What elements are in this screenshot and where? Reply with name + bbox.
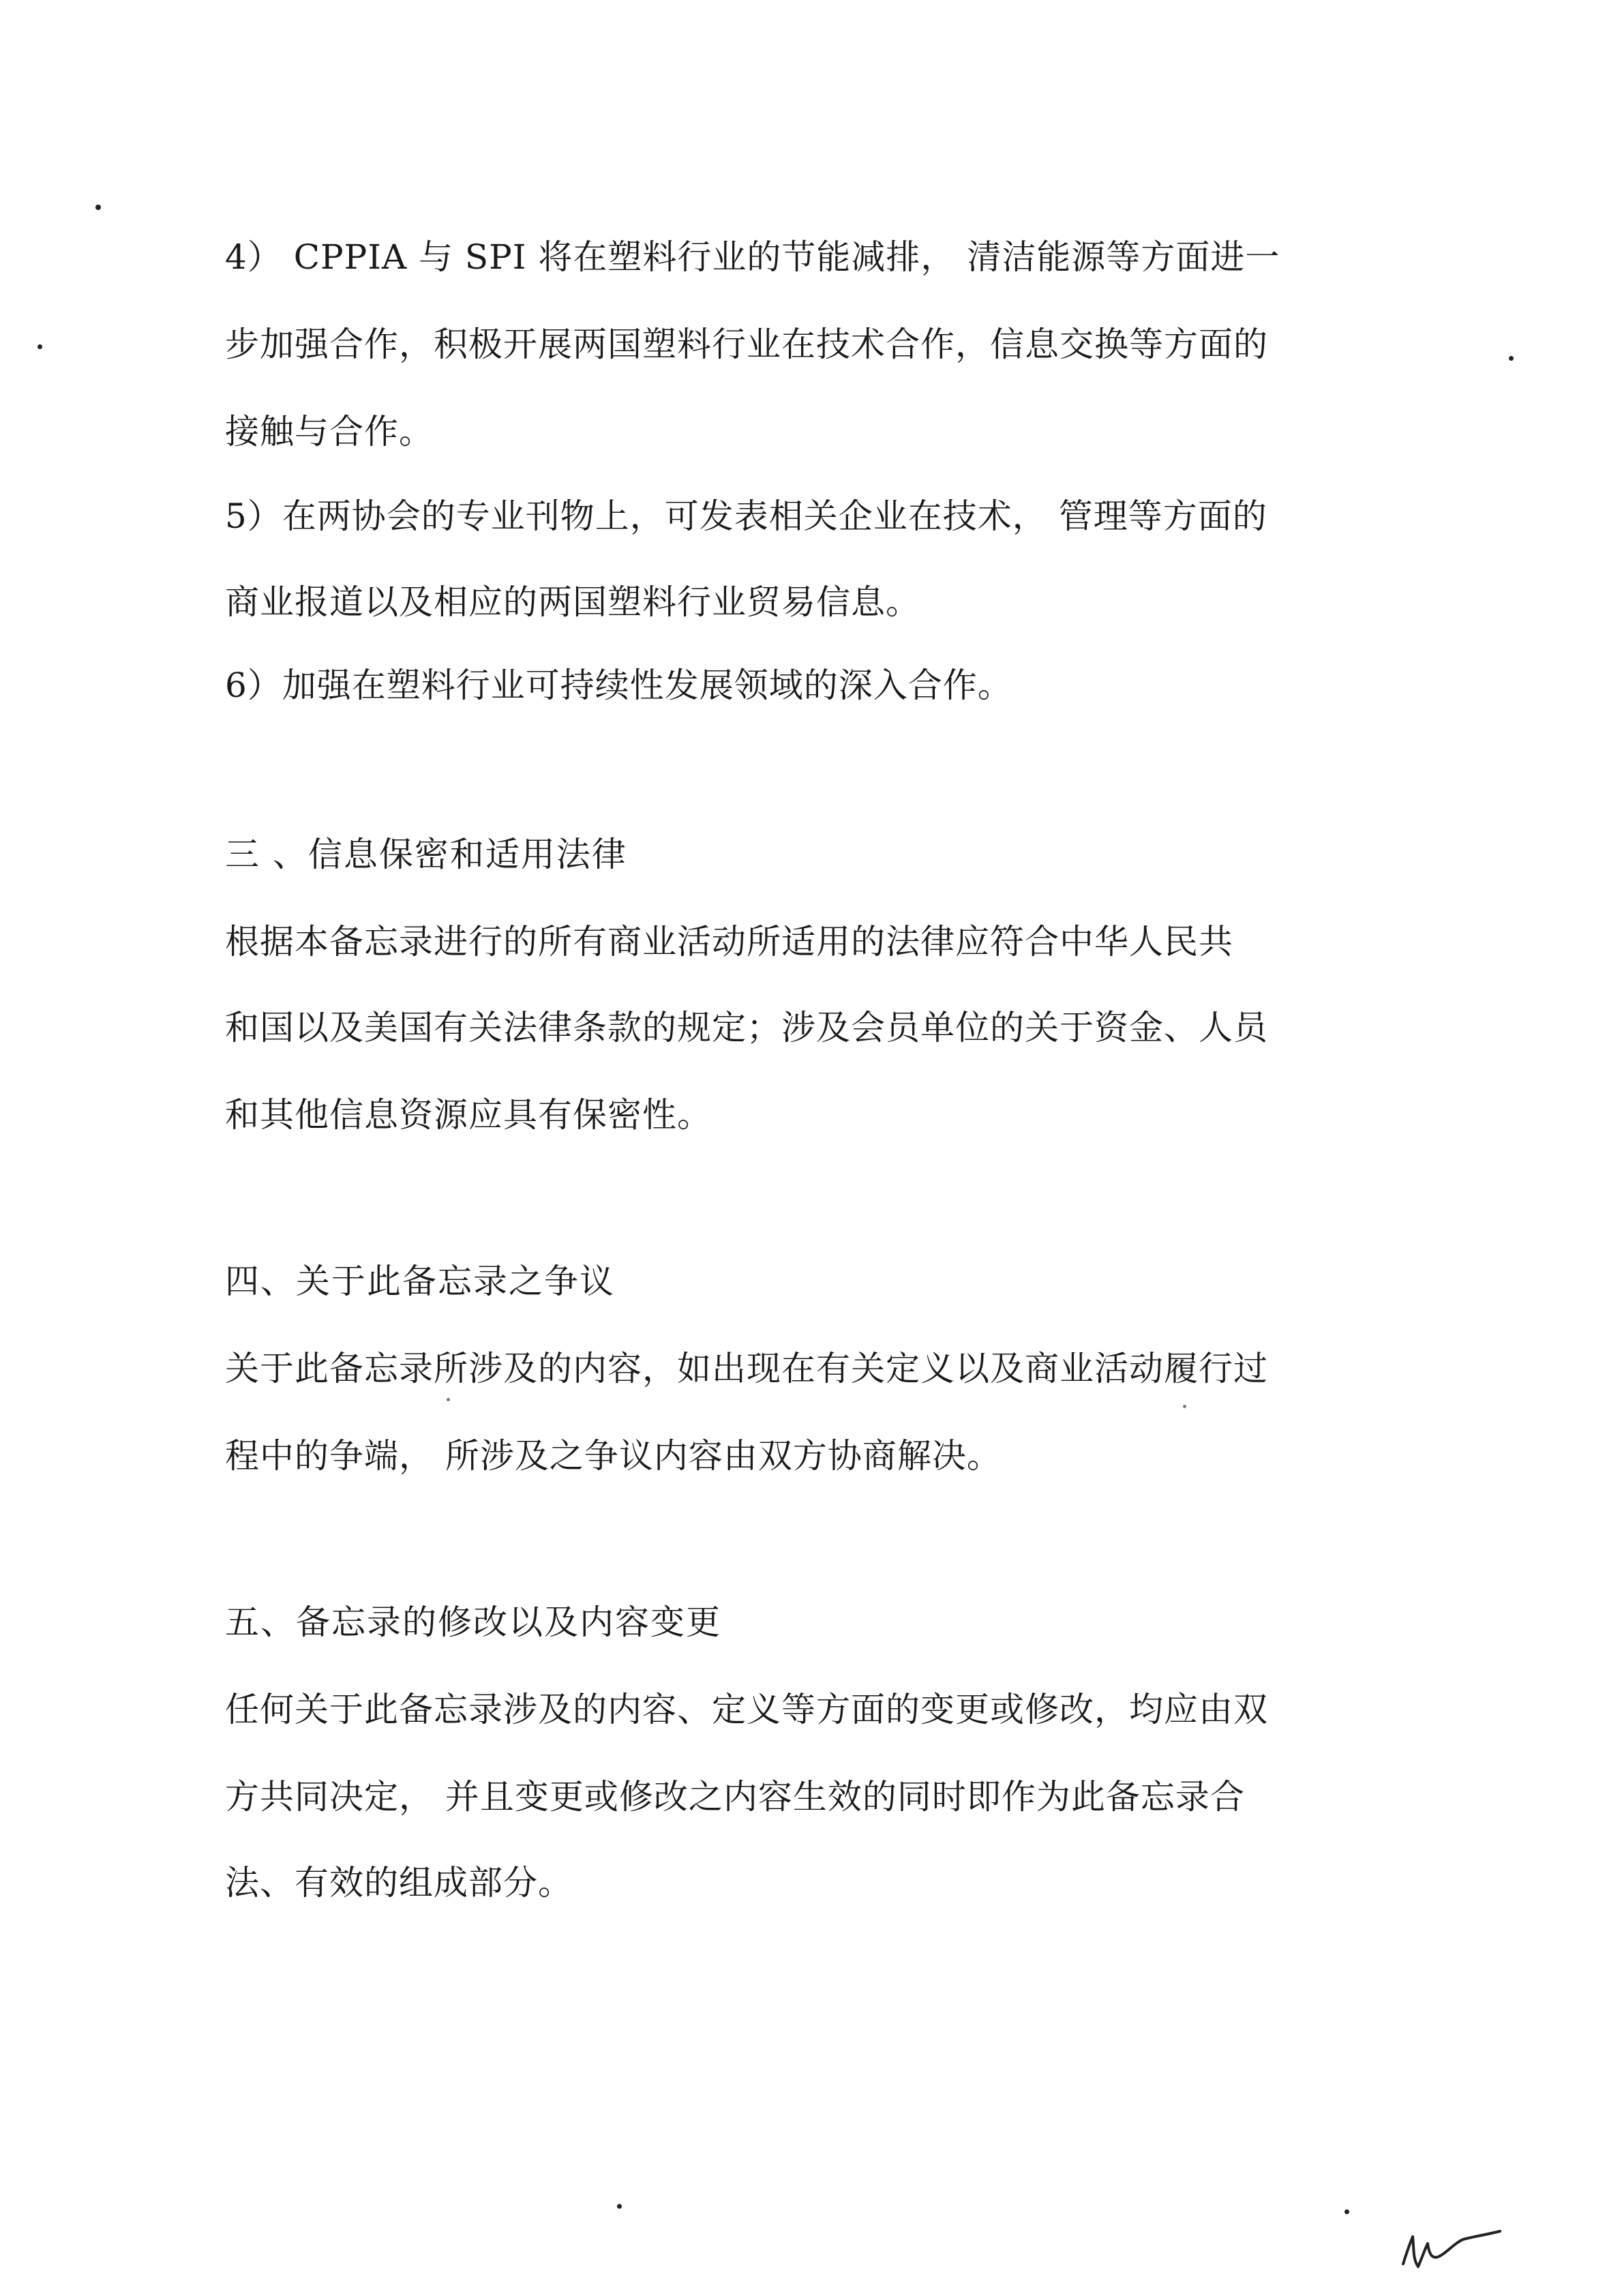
- section-heading: 四、关于此备忘录之争议: [225, 1262, 615, 1301]
- section-heading: 三 、信息保密和适用法律: [225, 835, 627, 874]
- text-line: 5）在两协会的专业刊物上，可发表相关企业在技术， 管理等方面的: [225, 496, 1267, 536]
- scan-speck: [37, 344, 42, 349]
- scan-speck: [95, 205, 101, 210]
- text-line: 程中的争端， 所涉及之争议内容由双方协商解决。: [225, 1436, 1002, 1476]
- text-line: 根据本备忘录进行的所有商业活动所适用的法律应符合中华人民共: [225, 922, 1233, 961]
- scan-speck: [447, 1398, 450, 1401]
- text-line: 4） CPPIA 与 SPI 将在塑料行业的节能减排， 清洁能源等方面进一: [225, 237, 1280, 277]
- text-line: 接触与合作。: [225, 412, 434, 451]
- scan-speck: [1345, 2209, 1349, 2214]
- text-line: 关于此备忘录所涉及的内容，如出现在有关定义以及商业活动履行过: [225, 1349, 1268, 1388]
- text-line: 商业报道以及相应的两国塑料行业贸易信息。: [225, 582, 920, 622]
- section-heading: 五、备忘录的修改以及内容变更: [225, 1602, 721, 1642]
- text-line: 步加强合作，积极开展两国塑料行业在技术合作，信息交换等方面的: [225, 325, 1268, 364]
- handwritten-initials-mark: [1398, 2216, 1507, 2278]
- text-line: 任何关于此备忘录涉及的内容、定义等方面的变更或修改，均应由双: [225, 1690, 1268, 1729]
- text-line: 法、有效的组成部分。: [225, 1863, 573, 1903]
- scan-speck: [1183, 1405, 1186, 1408]
- scan-speck: [1509, 356, 1514, 361]
- text-line: 6）加强在塑料行业可持续性发展领域的深入合作。: [225, 666, 1012, 705]
- text-line: 方共同决定， 并且变更或修改之内容生效的同时即作为此备忘录合: [225, 1777, 1245, 1817]
- scan-speck: [617, 2204, 622, 2209]
- text-line: 和其他信息资源应具有保密性。: [225, 1095, 712, 1135]
- text-line: 和国以及美国有关法律条款的规定；涉及会员单位的关于资金、人员: [225, 1008, 1268, 1047]
